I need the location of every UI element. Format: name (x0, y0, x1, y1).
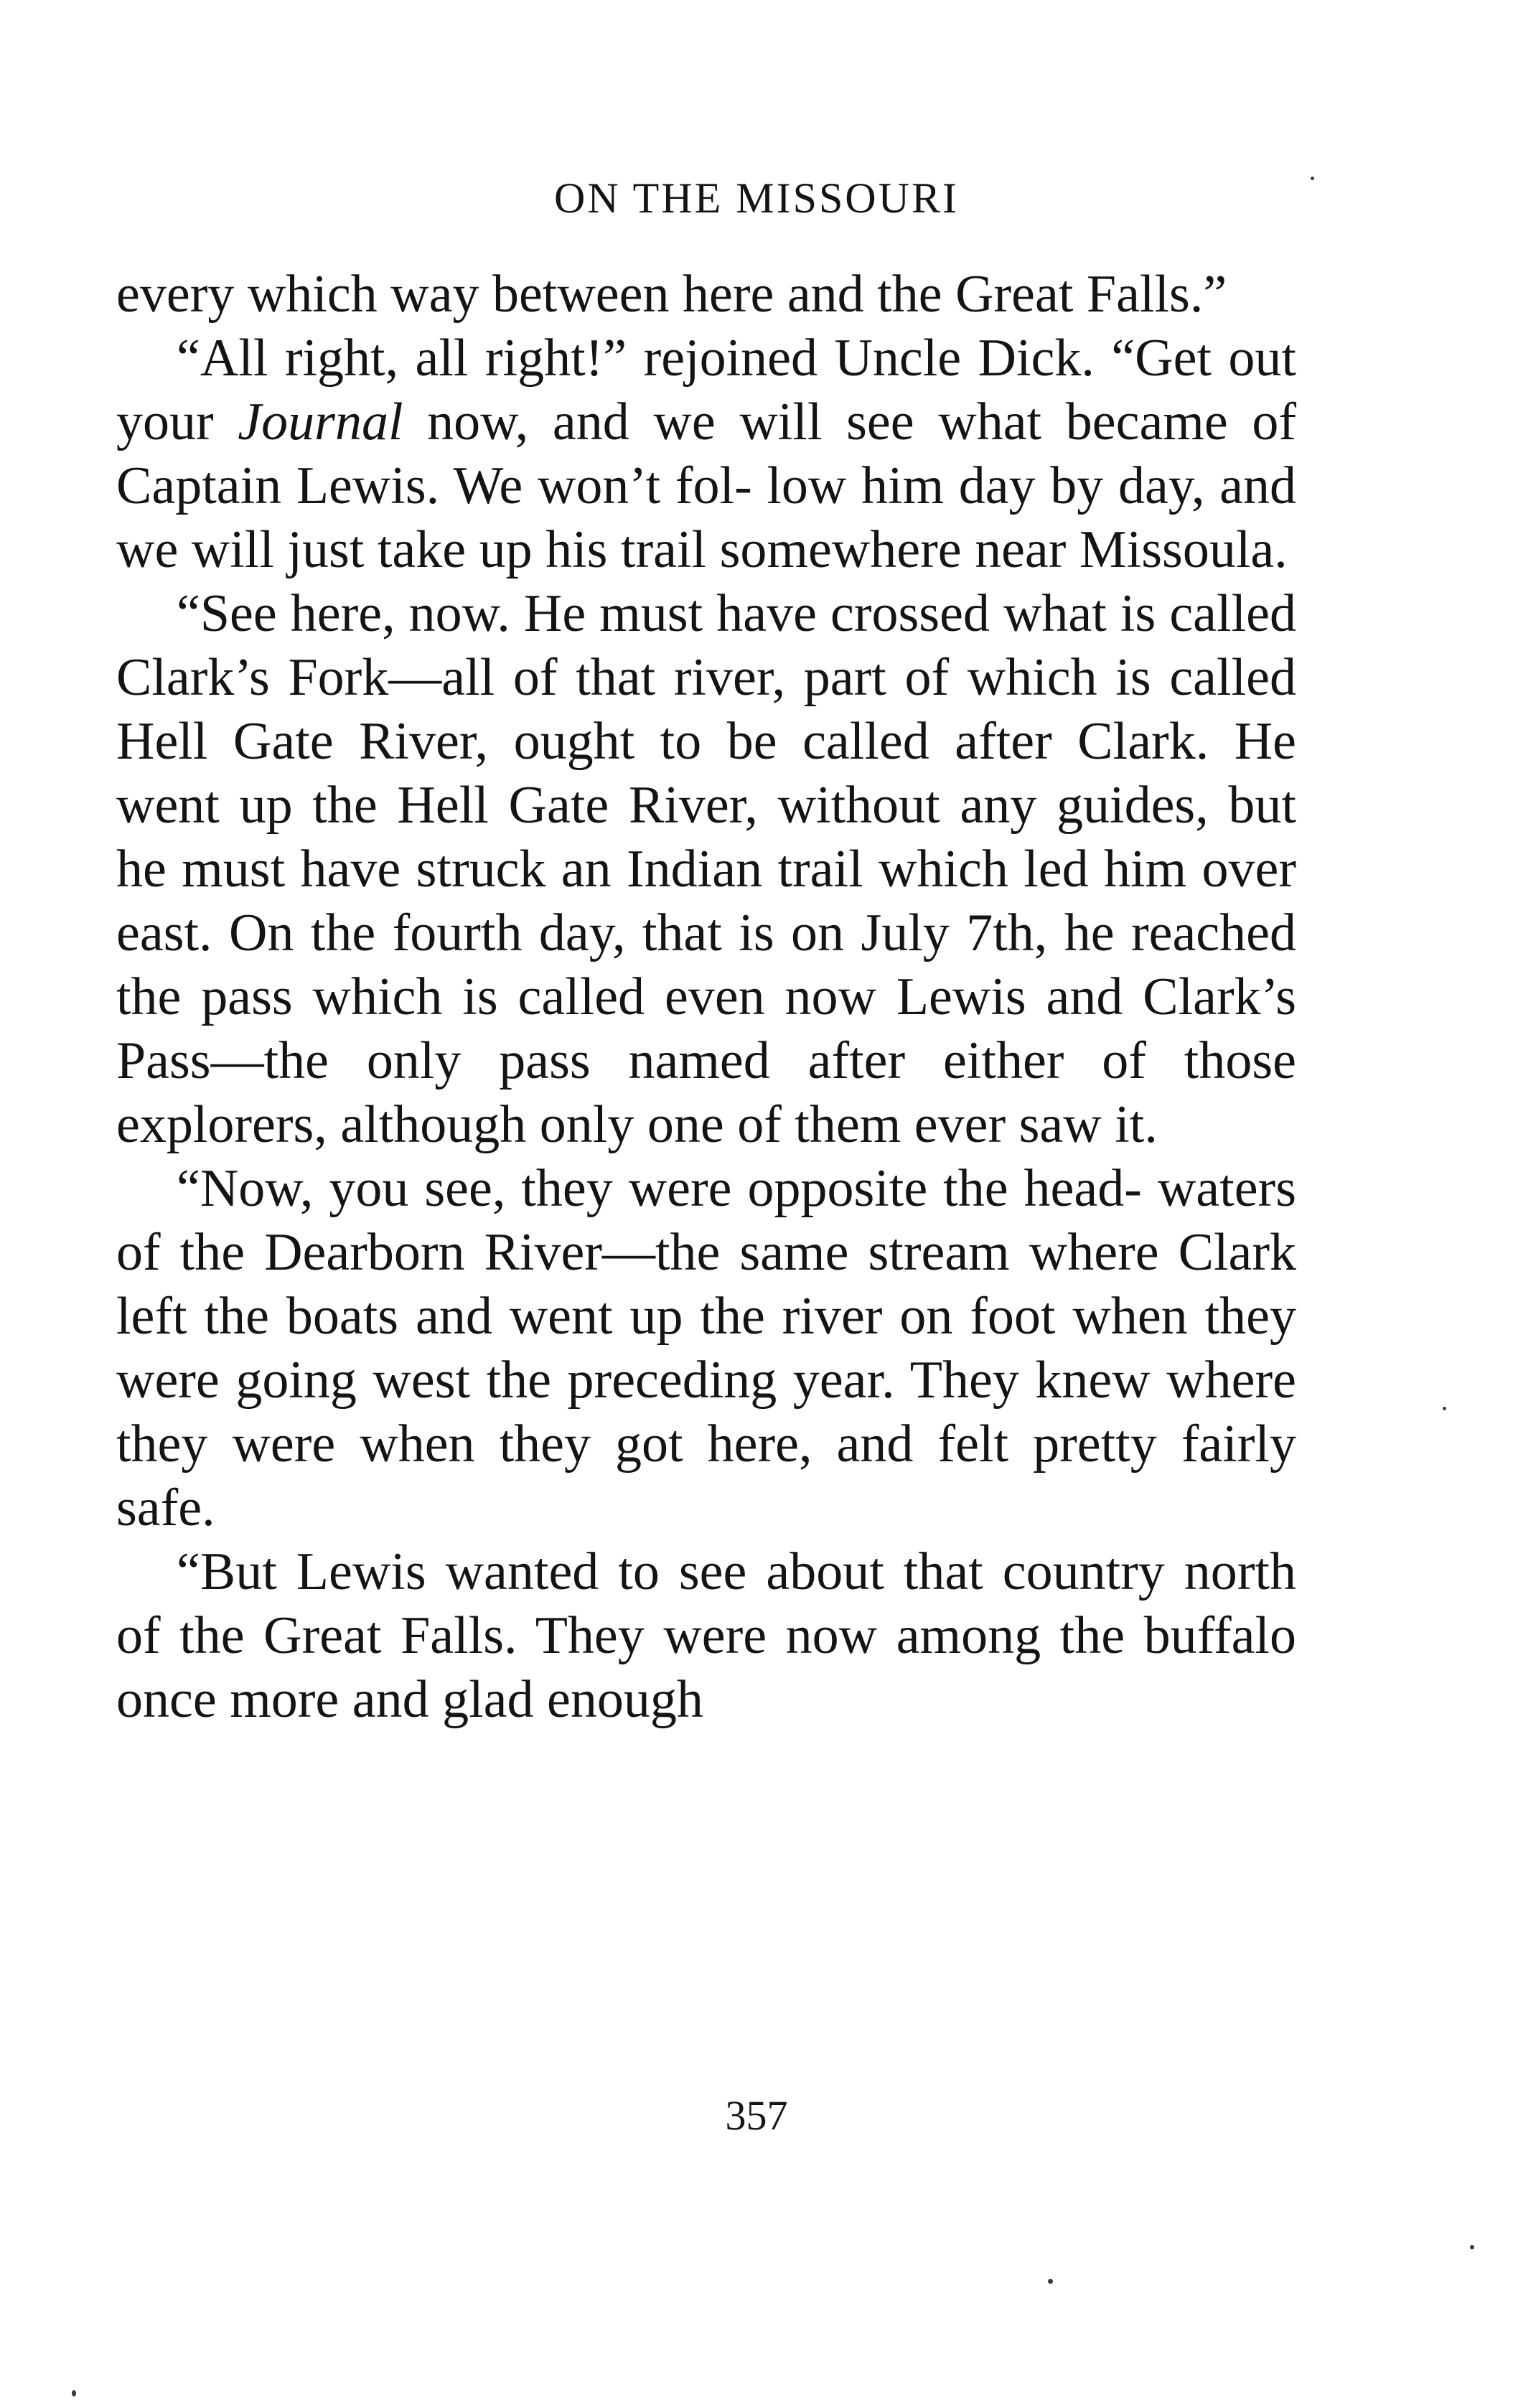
paragraph-3 (116, 582, 1296, 1157)
paragraph-3-text: “See here, now. He must have crossed what is called Clark’s Fork—all of that river, part of which is called Hell Gate River, ought to be called after Clark. He went up the Hell Gate River, without any guides, but he must have struck an Indian trail which led him over east. On the fourth day, that is on July 7th, he reached the pass which is called even now Lewis and Clark’s Pass—the only pass named after either of those explorers, although only one of them ever saw it. (116, 584, 1296, 1154)
paragraph-4 (116, 1157, 1296, 1540)
print-speck (1470, 2245, 1474, 2249)
paragraph-2 (116, 327, 1296, 582)
journal-title: Journal (238, 393, 403, 451)
paragraph-1 (116, 263, 1296, 327)
paragraph-2-text-a: “All right, all right!” rejoined Uncle Dick. “Get out your (116, 329, 1296, 451)
paragraph-5 (116, 1540, 1296, 1732)
paragraph-4-text: “Now, you see, they were opposite the head- waters of the Dearborn River—the same stream where Clark left the boats and went up the river on foot when they were going west the preceding year. They knew where they were when they got here, and felt pretty fairly safe. (116, 1159, 1296, 1537)
print-speck (1311, 177, 1314, 180)
body-text (116, 263, 1296, 1732)
print-speck (72, 2390, 76, 2397)
page-number: 357 (725, 2092, 788, 2139)
paragraph-2-text-b: now, and we will see what became of Captain Lewis. We won’t fol- low him day by day, and we will just take up his trail somewhere near Missoula. (116, 393, 1296, 579)
print-speck (1048, 2279, 1053, 2284)
paragraph-1-text: every which way between here and the Great Falls.” (116, 265, 1227, 324)
paragraph-5-text: “But Lewis wanted to see about that country north of the Great Falls. They were now among the buffalo once more and glad enough (116, 1542, 1296, 1729)
running-head: ON THE MISSOURI (554, 174, 959, 222)
print-speck (1443, 1407, 1446, 1410)
